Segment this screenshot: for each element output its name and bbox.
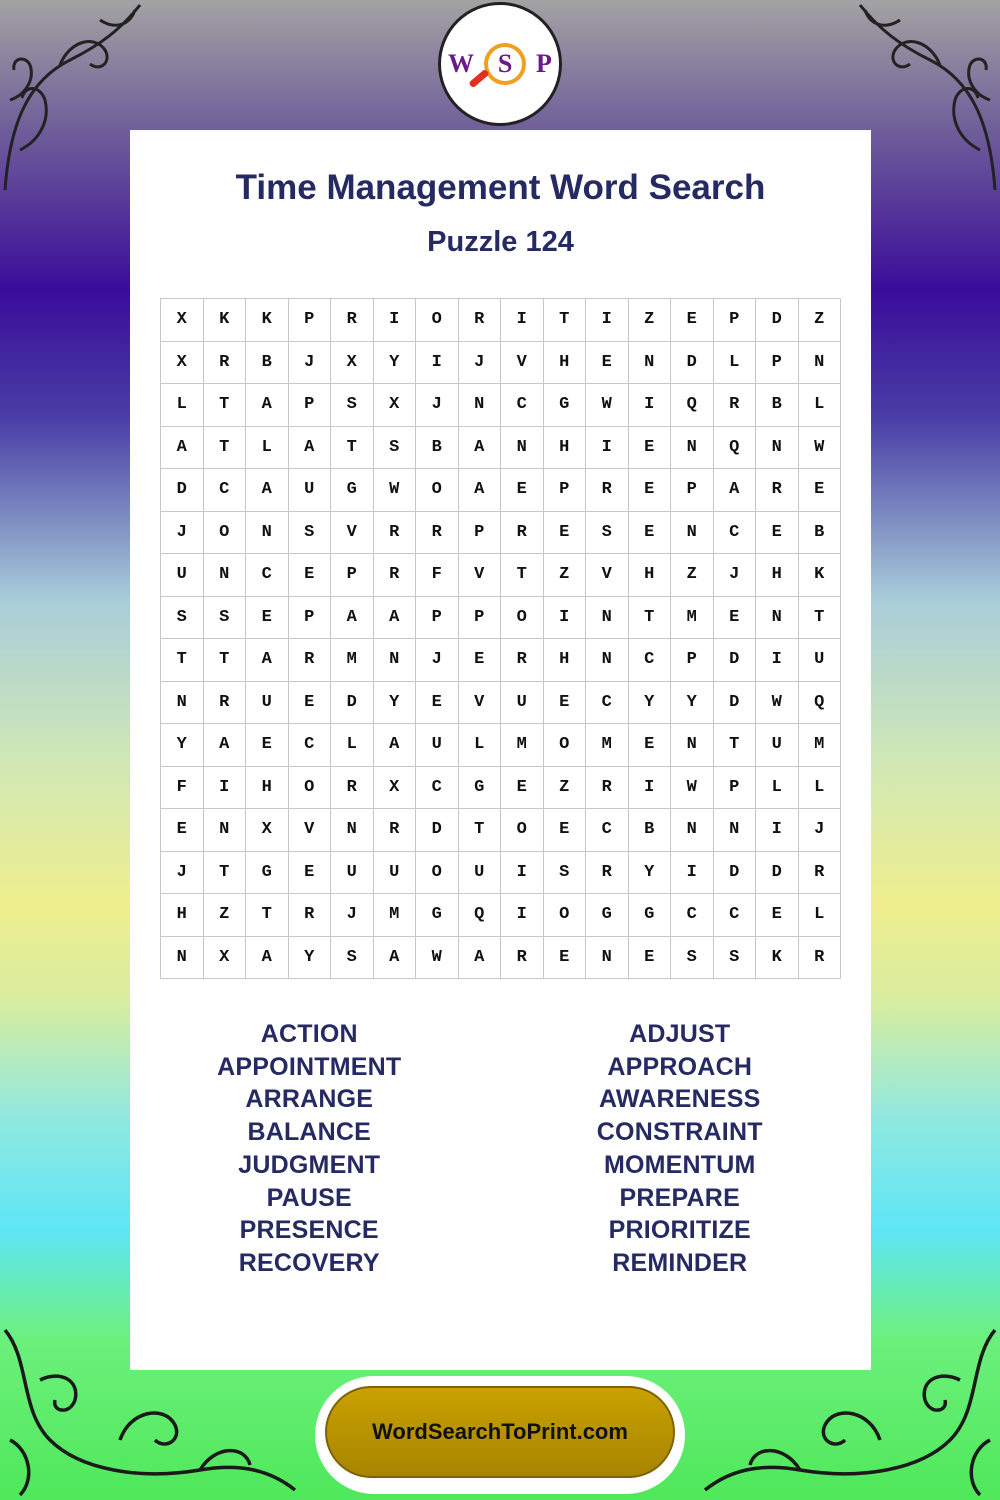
grid-cell: A: [459, 469, 502, 512]
grid-cell: M: [374, 894, 417, 937]
grid-cell: D: [671, 342, 714, 385]
magnifier-icon: [484, 43, 526, 85]
grid-cell: O: [289, 767, 332, 810]
grid-cell: I: [501, 299, 544, 342]
word-item: ADJUST: [629, 1020, 731, 1048]
grid-cell: E: [246, 724, 289, 767]
grid-cell: E: [416, 682, 459, 725]
grid-cell: U: [416, 724, 459, 767]
grid-cell: S: [374, 427, 417, 470]
grid-cell: Z: [799, 299, 842, 342]
grid-cell: C: [586, 809, 629, 852]
grid-cell: Z: [544, 767, 587, 810]
grid-cell: J: [459, 342, 502, 385]
word-item: RECOVERY: [238, 1248, 380, 1277]
grid-cell: S: [331, 384, 374, 427]
grid-cell: N: [586, 597, 629, 640]
grid-cell: G: [544, 384, 587, 427]
grid-cell: A: [246, 469, 289, 512]
grid-cell: I: [756, 809, 799, 852]
grid-cell: X: [246, 809, 289, 852]
grid-cell: R: [459, 299, 502, 342]
grid-cell: E: [459, 639, 502, 682]
grid-cell: N: [501, 427, 544, 470]
grid-cell: N: [756, 427, 799, 470]
grid-cell: R: [586, 469, 629, 512]
grid-cell: A: [459, 937, 502, 980]
grid-cell: G: [586, 894, 629, 937]
word-item: PREPARE: [619, 1183, 740, 1212]
grid-cell: A: [459, 427, 502, 470]
grid-cell: N: [331, 809, 374, 852]
grid-cell: J: [714, 554, 757, 597]
grid-cell: P: [714, 299, 757, 342]
word-item: PRESENCE: [239, 1216, 379, 1245]
word-item: MOMENTUM: [603, 1150, 756, 1179]
grid-cell: X: [161, 299, 204, 342]
grid-cell: E: [544, 682, 587, 725]
grid-cell: T: [204, 427, 247, 470]
grid-cell: O: [204, 512, 247, 555]
grid-cell: E: [756, 894, 799, 937]
grid-cell: U: [161, 554, 204, 597]
grid-cell: L: [161, 384, 204, 427]
word-item: BALANCE: [247, 1118, 372, 1147]
grid-cell: R: [756, 469, 799, 512]
grid-cell: L: [799, 894, 842, 937]
grid-cell: E: [671, 299, 714, 342]
grid-cell: H: [246, 767, 289, 810]
grid-cell: G: [246, 852, 289, 895]
grid-cell: U: [799, 639, 842, 682]
grid-cell: S: [204, 597, 247, 640]
website-link[interactable]: WordSearchToPrint.com: [325, 1386, 675, 1478]
grid-cell: T: [714, 724, 757, 767]
grid-cell: Q: [714, 427, 757, 470]
grid-cell: D: [714, 852, 757, 895]
grid-cell: I: [544, 597, 587, 640]
grid-cell: A: [246, 639, 289, 682]
grid-cell: Z: [544, 554, 587, 597]
grid-cell: I: [501, 852, 544, 895]
grid-cell: C: [629, 639, 672, 682]
grid-cell: H: [629, 554, 672, 597]
grid-cell: M: [799, 724, 842, 767]
corner-ornament-icon: [0, 0, 150, 200]
grid-cell: X: [331, 342, 374, 385]
grid-cell: N: [204, 809, 247, 852]
grid-cell: P: [289, 299, 332, 342]
grid-cell: P: [756, 342, 799, 385]
grid-cell: D: [331, 682, 374, 725]
grid-cell: E: [544, 512, 587, 555]
grid-cell: E: [501, 767, 544, 810]
grid-cell: T: [799, 597, 842, 640]
grid-cell: E: [629, 469, 672, 512]
grid-cell: N: [459, 384, 502, 427]
grid-cell: Y: [374, 342, 417, 385]
grid-cell: P: [289, 384, 332, 427]
logo-letter-w: W: [448, 49, 475, 78]
grid-cell: Y: [629, 682, 672, 725]
grid-cell: I: [204, 767, 247, 810]
grid-cell: E: [629, 724, 672, 767]
grid-cell: C: [246, 554, 289, 597]
grid-cell: F: [161, 767, 204, 810]
grid-cell: N: [374, 639, 417, 682]
grid-cell: O: [544, 894, 587, 937]
grid-cell: R: [374, 554, 417, 597]
letter-grid: [160, 298, 841, 979]
grid-cell: T: [331, 427, 374, 470]
puzzle-number: Puzzle 124: [427, 226, 574, 258]
grid-cell: R: [204, 342, 247, 385]
grid-cell: W: [416, 937, 459, 980]
grid-cell: I: [756, 639, 799, 682]
logo-letter-s: S: [497, 49, 513, 78]
grid-cell: S: [331, 937, 374, 980]
word-item: PAUSE: [266, 1183, 352, 1212]
word-item: APPROACH: [607, 1052, 753, 1081]
grid-cell: M: [586, 724, 629, 767]
grid-cell: S: [161, 597, 204, 640]
grid-cell: I: [671, 852, 714, 895]
grid-cell: E: [246, 597, 289, 640]
grid-cell: P: [671, 469, 714, 512]
grid-cell: Z: [671, 554, 714, 597]
grid-cell: N: [799, 342, 842, 385]
grid-cell: M: [671, 597, 714, 640]
grid-cell: W: [586, 384, 629, 427]
grid-cell: Z: [204, 894, 247, 937]
grid-cell: E: [289, 852, 332, 895]
grid-cell: N: [756, 597, 799, 640]
grid-cell: F: [416, 554, 459, 597]
grid-cell: C: [501, 384, 544, 427]
grid-cell: C: [671, 894, 714, 937]
grid-cell: U: [501, 682, 544, 725]
word-item: ARRANGE: [245, 1085, 374, 1114]
grid-cell: D: [416, 809, 459, 852]
grid-cell: V: [501, 342, 544, 385]
grid-cell: A: [374, 597, 417, 640]
grid-cell: N: [586, 937, 629, 980]
grid-cell: C: [714, 894, 757, 937]
word-item: PRIORITIZE: [608, 1216, 751, 1245]
grid-cell: N: [671, 512, 714, 555]
grid-cell: R: [586, 852, 629, 895]
grid-cell: W: [374, 469, 417, 512]
grid-cell: E: [756, 512, 799, 555]
grid-cell: C: [714, 512, 757, 555]
grid-cell: B: [416, 427, 459, 470]
word-item: CONSTRAINT: [596, 1118, 763, 1147]
grid-cell: Y: [161, 724, 204, 767]
grid-cell: G: [416, 894, 459, 937]
grid-cell: R: [374, 809, 417, 852]
word-list-right: [495, 1018, 866, 1280]
corner-ornament-icon: [850, 0, 1000, 200]
grid-cell: Y: [374, 682, 417, 725]
grid-cell: Q: [459, 894, 502, 937]
grid-cell: U: [246, 682, 289, 725]
grid-cell: E: [501, 469, 544, 512]
grid-cell: T: [544, 299, 587, 342]
grid-cell: T: [204, 639, 247, 682]
grid-cell: S: [714, 937, 757, 980]
grid-cell: Y: [629, 852, 672, 895]
grid-cell: H: [544, 639, 587, 682]
grid-cell: N: [204, 554, 247, 597]
grid-cell: P: [416, 597, 459, 640]
grid-cell: O: [416, 299, 459, 342]
grid-cell: B: [246, 342, 289, 385]
grid-cell: E: [799, 469, 842, 512]
grid-cell: N: [671, 724, 714, 767]
grid-cell: D: [756, 852, 799, 895]
grid-cell: D: [161, 469, 204, 512]
grid-cell: C: [416, 767, 459, 810]
grid-cell: A: [374, 724, 417, 767]
grid-cell: L: [331, 724, 374, 767]
grid-cell: T: [161, 639, 204, 682]
grid-cell: X: [374, 767, 417, 810]
grid-cell: H: [161, 894, 204, 937]
grid-cell: E: [629, 512, 672, 555]
grid-cell: T: [204, 384, 247, 427]
grid-cell: B: [799, 512, 842, 555]
grid-cell: R: [289, 639, 332, 682]
grid-cell: P: [714, 767, 757, 810]
grid-cell: L: [799, 384, 842, 427]
grid-cell: A: [161, 427, 204, 470]
grid-cell: R: [331, 767, 374, 810]
grid-cell: S: [671, 937, 714, 980]
grid-cell: I: [416, 342, 459, 385]
grid-cell: R: [501, 512, 544, 555]
grid-cell: N: [671, 809, 714, 852]
grid-cell: Q: [671, 384, 714, 427]
grid-cell: V: [459, 682, 502, 725]
grid-cell: D: [756, 299, 799, 342]
grid-cell: A: [246, 937, 289, 980]
grid-cell: O: [416, 469, 459, 512]
grid-cell: G: [629, 894, 672, 937]
grid-cell: Y: [289, 937, 332, 980]
site-logo[interactable]: [438, 2, 562, 126]
grid-cell: A: [246, 384, 289, 427]
grid-cell: U: [374, 852, 417, 895]
grid-cell: U: [331, 852, 374, 895]
grid-cell: T: [246, 894, 289, 937]
puzzle-card: [130, 130, 871, 1370]
grid-cell: P: [544, 469, 587, 512]
word-list-left: [124, 1018, 495, 1280]
grid-cell: J: [799, 809, 842, 852]
grid-cell: Q: [799, 682, 842, 725]
word-item: REMINDER: [612, 1248, 748, 1277]
grid-cell: T: [459, 809, 502, 852]
grid-cell: A: [331, 597, 374, 640]
grid-cell: R: [416, 512, 459, 555]
grid-cell: V: [586, 554, 629, 597]
word-item: APPOINTMENT: [217, 1052, 402, 1081]
grid-cell: L: [799, 767, 842, 810]
word-list: [130, 1018, 871, 1280]
grid-cell: N: [629, 342, 672, 385]
grid-cell: E: [544, 809, 587, 852]
grid-cell: R: [799, 852, 842, 895]
grid-cell: S: [586, 512, 629, 555]
grid-cell: N: [714, 809, 757, 852]
grid-cell: I: [374, 299, 417, 342]
grid-cell: N: [246, 512, 289, 555]
grid-cell: O: [544, 724, 587, 767]
grid-cell: V: [331, 512, 374, 555]
grid-cell: R: [501, 937, 544, 980]
footer-badge: [315, 1376, 685, 1494]
grid-cell: C: [289, 724, 332, 767]
grid-cell: G: [459, 767, 502, 810]
grid-cell: U: [459, 852, 502, 895]
grid-cell: J: [161, 512, 204, 555]
grid-cell: H: [756, 554, 799, 597]
grid-cell: X: [374, 384, 417, 427]
grid-cell: N: [671, 427, 714, 470]
grid-cell: R: [204, 682, 247, 725]
page-title: Time Management Word Search: [235, 168, 766, 207]
grid-cell: E: [289, 682, 332, 725]
grid-cell: S: [289, 512, 332, 555]
grid-cell: N: [586, 639, 629, 682]
grid-cell: O: [501, 809, 544, 852]
grid-cell: V: [459, 554, 502, 597]
grid-cell: D: [714, 639, 757, 682]
grid-cell: O: [416, 852, 459, 895]
grid-cell: R: [799, 937, 842, 980]
grid-cell: K: [756, 937, 799, 980]
grid-cell: R: [374, 512, 417, 555]
grid-cell: B: [629, 809, 672, 852]
grid-cell: N: [161, 682, 204, 725]
grid-cell: A: [374, 937, 417, 980]
grid-cell: O: [501, 597, 544, 640]
grid-cell: J: [289, 342, 332, 385]
grid-cell: U: [756, 724, 799, 767]
word-item: JUDGMENT: [238, 1150, 381, 1179]
grid-cell: E: [161, 809, 204, 852]
grid-cell: P: [671, 639, 714, 682]
grid-cell: H: [544, 342, 587, 385]
grid-cell: C: [204, 469, 247, 512]
grid-cell: E: [714, 597, 757, 640]
grid-cell: N: [161, 937, 204, 980]
grid-cell: E: [629, 937, 672, 980]
word-item: AWARENESS: [598, 1085, 761, 1114]
grid-cell: R: [714, 384, 757, 427]
grid-cell: V: [289, 809, 332, 852]
grid-cell: G: [331, 469, 374, 512]
grid-cell: R: [289, 894, 332, 937]
grid-cell: I: [501, 894, 544, 937]
grid-cell: R: [501, 639, 544, 682]
grid-cell: W: [756, 682, 799, 725]
grid-cell: E: [289, 554, 332, 597]
grid-cell: Y: [671, 682, 714, 725]
grid-cell: P: [289, 597, 332, 640]
grid-cell: P: [459, 597, 502, 640]
grid-cell: R: [586, 767, 629, 810]
grid-cell: Z: [629, 299, 672, 342]
grid-cell: L: [459, 724, 502, 767]
grid-cell: I: [629, 767, 672, 810]
grid-cell: L: [714, 342, 757, 385]
grid-cell: X: [204, 937, 247, 980]
grid-cell: P: [331, 554, 374, 597]
grid-cell: B: [756, 384, 799, 427]
grid-cell: A: [714, 469, 757, 512]
grid-cell: J: [416, 384, 459, 427]
grid-cell: T: [204, 852, 247, 895]
grid-cell: W: [799, 427, 842, 470]
grid-cell: I: [586, 427, 629, 470]
grid-cell: U: [289, 469, 332, 512]
grid-cell: E: [544, 937, 587, 980]
grid-cell: J: [331, 894, 374, 937]
grid-cell: A: [289, 427, 332, 470]
grid-cell: C: [586, 682, 629, 725]
grid-cell: H: [544, 427, 587, 470]
grid-cell: D: [714, 682, 757, 725]
grid-cell: K: [246, 299, 289, 342]
grid-cell: E: [629, 427, 672, 470]
grid-cell: X: [161, 342, 204, 385]
logo-letter-p: P: [536, 49, 552, 78]
grid-cell: S: [544, 852, 587, 895]
grid-cell: K: [799, 554, 842, 597]
grid-cell: K: [204, 299, 247, 342]
grid-cell: E: [586, 342, 629, 385]
grid-cell: T: [501, 554, 544, 597]
grid-cell: M: [331, 639, 374, 682]
grid-cell: W: [671, 767, 714, 810]
grid-cell: M: [501, 724, 544, 767]
grid-cell: I: [586, 299, 629, 342]
grid-cell: L: [246, 427, 289, 470]
grid-cell: J: [416, 639, 459, 682]
grid-cell: R: [331, 299, 374, 342]
grid-cell: A: [204, 724, 247, 767]
grid-cell: T: [629, 597, 672, 640]
grid-cell: L: [756, 767, 799, 810]
grid-cell: J: [161, 852, 204, 895]
grid-cell: P: [459, 512, 502, 555]
word-item: ACTION: [260, 1020, 358, 1048]
grid-cell: I: [629, 384, 672, 427]
